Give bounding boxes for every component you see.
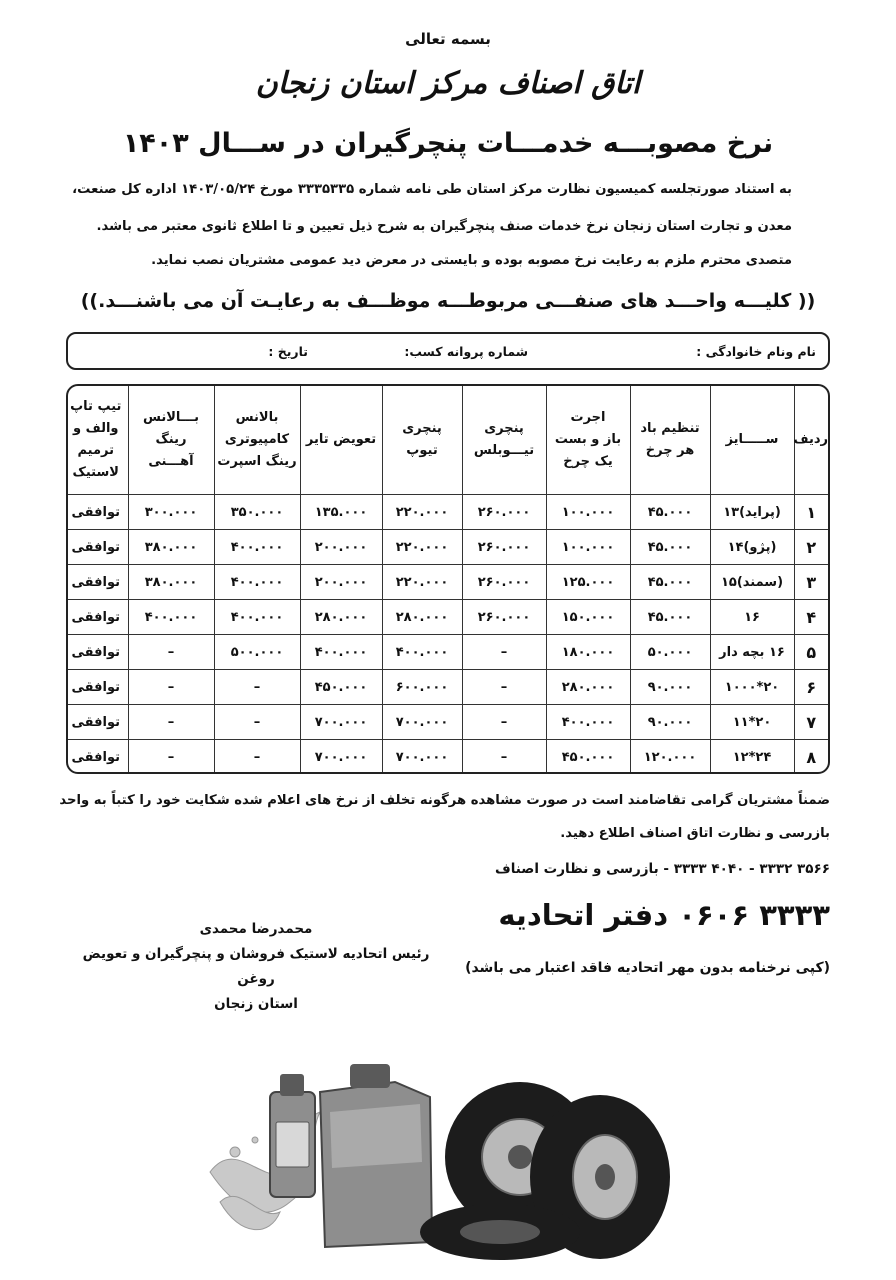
table-cell: ۲۰۰.۰۰۰ (300, 565, 382, 600)
column-header-5: پنچری تیوپ (382, 386, 462, 495)
table-header-row (66, 386, 828, 495)
column-header-6: تعویض تایر (300, 386, 382, 495)
table-cell: ۳۵۰.۰۰۰ (214, 495, 300, 530)
signer-name: محمدرضا محمدی (199, 921, 313, 937)
table-cell: ۱۸۰.۰۰۰ (546, 635, 630, 670)
table-cell: ۱۰۰.۰۰۰ (546, 495, 630, 530)
table-cell: – (128, 705, 214, 740)
table-cell: – (128, 670, 214, 705)
table-cell: ۲۲۰.۰۰۰ (382, 565, 462, 600)
table-cell: ۱۰۰.۰۰۰ (546, 530, 630, 565)
table-cell: توافقی (66, 670, 128, 705)
license-number-label: شماره پروانه کسب: (404, 344, 528, 359)
row-number: ۵ (794, 635, 828, 670)
inspection-phone: ۳۵۶۶ ۳۳۳۲ - ۴۰۴۰ ۳۳۳۳ - بازرسی و نظارت اصناف (495, 861, 830, 877)
table-cell: ۹۰.۰۰۰ (630, 670, 710, 705)
table-cell: توافقی (66, 635, 128, 670)
table-cell: ۹۰.۰۰۰ (630, 705, 710, 740)
table-row (66, 635, 828, 670)
table-row (66, 600, 828, 635)
table-cell: ۴۵.۰۰۰ (630, 600, 710, 635)
table-cell: ۱۶ بچه دار (710, 635, 794, 670)
table-cell: ۳۸۰.۰۰۰ (128, 565, 214, 600)
table-cell: – (462, 740, 546, 775)
table-cell: ۵۰.۰۰۰ (630, 635, 710, 670)
slogan: (( کلیـــه واحـــد های صنفـــی مربوطـــه موظـــف به رعایـت آن می باشنـــد.)) (80, 290, 816, 312)
table-cell: ۴۵.۰۰۰ (630, 565, 710, 600)
bismillah-heading: بسمه تعالی (405, 30, 491, 48)
table-cell: ۲۶۰.۰۰۰ (462, 495, 546, 530)
table-cell: ۱۳۵.۰۰۰ (300, 495, 382, 530)
row-number: ۶ (794, 670, 828, 705)
table-cell: – (462, 705, 546, 740)
table-cell: توافقی (66, 530, 128, 565)
table-cell: ۲۸۰.۰۰۰ (300, 600, 382, 635)
table-cell: ۱۶ (710, 600, 794, 635)
table-cell: ۴۰۰.۰۰۰ (546, 705, 630, 740)
table-cell: ۲۲۰.۰۰۰ (382, 495, 462, 530)
intro-line-1: به استناد صورتجلسه کمیسیون نظارت مرکز استان طی نامه شماره ۳۳۳۵۳۳۵ مورخ ۱۴۰۳/۰۵/۲۴ اداره کل صنعت، (72, 182, 792, 197)
column-header-8: بـــالانس رینگ آهـــنی (128, 386, 214, 495)
table-cell: توافقی (66, 740, 128, 775)
organization-name: اتاق اصناف مرکز استان زنجان (255, 66, 641, 101)
table-cell: ۴۰۰.۰۰۰ (214, 600, 300, 635)
row-number: ۲ (794, 530, 828, 565)
table-row (66, 740, 828, 775)
copy-validity-note: (کپی نرخنامه بدون مهر اتحادیه فاقد اعتبار می باشد) (465, 960, 830, 976)
table-cell: – (462, 670, 546, 705)
signer-title: رئیس اتحادیه لاستیک فروشان و پنچرگیران و تعویض روغن (82, 946, 430, 987)
shop-info-box (66, 332, 830, 370)
table-cell: ۴۰۰.۰۰۰ (214, 530, 300, 565)
table-cell: ۲۰۰.۰۰۰ (300, 530, 382, 565)
table-cell: ۲۶۰.۰۰۰ (462, 600, 546, 635)
price-table-frame (66, 384, 830, 774)
signer-province: استان زنجان (214, 996, 298, 1012)
table-cell: ۶۰۰.۰۰۰ (382, 670, 462, 705)
table-row (66, 495, 828, 530)
row-number: ۸ (794, 740, 828, 775)
table-cell: ۴۵۰.۰۰۰ (546, 740, 630, 775)
table-cell: ۱۵۰.۰۰۰ (546, 600, 630, 635)
table-cell: ۴۰۰.۰۰۰ (300, 635, 382, 670)
table-cell: – (128, 740, 214, 775)
table-cell: ۷۰۰.۰۰۰ (300, 705, 382, 740)
table-cell: ۷۰۰.۰۰۰ (382, 705, 462, 740)
complaint-note-line-1: ضمناً مشتریان گرامی تقاضامند است در صورت مشاهده هرگونه تخلف از نرخ های اعلام شده شکایت خود را کتباً به واحد (59, 793, 830, 808)
table-cell: – (214, 740, 300, 775)
table-cell: – (214, 670, 300, 705)
tires-and-oil-cans-icon (200, 1052, 690, 1262)
table-cell: ۴۰۰.۰۰۰ (214, 565, 300, 600)
table-cell: ۱۲۰.۰۰۰ (630, 740, 710, 775)
table-cell: ۲۸۰.۰۰۰ (546, 670, 630, 705)
row-number: ۴ (794, 600, 828, 635)
column-header-0: ردیف (794, 386, 828, 495)
table-cell: ۷۰۰.۰۰۰ (300, 740, 382, 775)
table-cell: ۴۰۰.۰۰۰ (128, 600, 214, 635)
table-cell: ۳۰۰.۰۰۰ (128, 495, 214, 530)
column-header-3: اجرت باز و بست یک چرخ (546, 386, 630, 495)
table-cell: (پژو)۱۴ (710, 530, 794, 565)
union-office-phone: ۳۳۳۳ ۰۶۰۶ دفتر اتحادیه (498, 898, 830, 932)
table-cell: – (214, 705, 300, 740)
table-cell: ۳۸۰.۰۰۰ (128, 530, 214, 565)
column-header-7: بالانس کامپیوتری رینگ اسپرت (214, 386, 300, 495)
table-cell: ۲۲۰.۰۰۰ (382, 530, 462, 565)
table-cell: ۴۵.۰۰۰ (630, 495, 710, 530)
table-cell: ۲۴*۱۲ (710, 740, 794, 775)
page-title: نرخ مصوبـــه خدمـــات پنچرگیران در ســـال ۱۴۰۳ (122, 128, 774, 159)
table-row (66, 705, 828, 740)
intro-line-2: معدن و تجارت استان زنجان نرخ خدمات صنف پنچرگیران به شرح ذیل تعیین و تا اطلاع ثانوی معتبر می باشد. (96, 219, 792, 234)
signature-block (66, 917, 446, 1017)
intro-line-3: متصدی محترم ملزم به رعایت نرخ مصوبه بوده و بایستی در معرض دید عمومی مشتریان نصب نماید. (151, 253, 792, 268)
table-cell: ۲۶۰.۰۰۰ (462, 530, 546, 565)
date-label: تاریخ : (268, 344, 308, 359)
table-cell: ۲۶۰.۰۰۰ (462, 565, 546, 600)
table-row (66, 565, 828, 600)
table-cell: – (128, 635, 214, 670)
table-cell: توافقی (66, 495, 128, 530)
row-number: ۳ (794, 565, 828, 600)
table-cell: توافقی (66, 705, 128, 740)
table-cell: ۴۰۰.۰۰۰ (382, 635, 462, 670)
column-header-2: تنظیم باد هر چرخ (630, 386, 710, 495)
row-number: ۷ (794, 705, 828, 740)
table-cell: ۲۰*۱۱ (710, 705, 794, 740)
table-row (66, 530, 828, 565)
table-cell: ۱۲۵.۰۰۰ (546, 565, 630, 600)
table-cell: ۴۵.۰۰۰ (630, 530, 710, 565)
row-number: ۱ (794, 495, 828, 530)
table-cell: ۲۰*۱۰۰۰ (710, 670, 794, 705)
table-body (66, 495, 828, 775)
price-table (66, 386, 828, 774)
table-cell: توافقی (66, 565, 128, 600)
column-header-4: پنچری تیـــوبلس (462, 386, 546, 495)
column-header-9: تیپ تاپ والف و ترمیم لاستیک (66, 386, 128, 495)
table-cell: ۷۰۰.۰۰۰ (382, 740, 462, 775)
complaint-note-line-2: بازرسی و نظارت اتاق اصناف اطلاع دهید. (560, 826, 830, 841)
table-cell: ۵۰۰.۰۰۰ (214, 635, 300, 670)
table-cell: توافقی (66, 600, 128, 635)
column-header-1: ســـــایز (710, 386, 794, 495)
owner-name-label: نام ونام خانوادگی : (696, 344, 816, 359)
table-cell: ۲۸۰.۰۰۰ (382, 600, 462, 635)
table-cell: (پراید)۱۳ (710, 495, 794, 530)
table-cell: (سمند)۱۵ (710, 565, 794, 600)
table-cell: – (462, 635, 546, 670)
table-row (66, 670, 828, 705)
table-cell: ۴۵۰.۰۰۰ (300, 670, 382, 705)
